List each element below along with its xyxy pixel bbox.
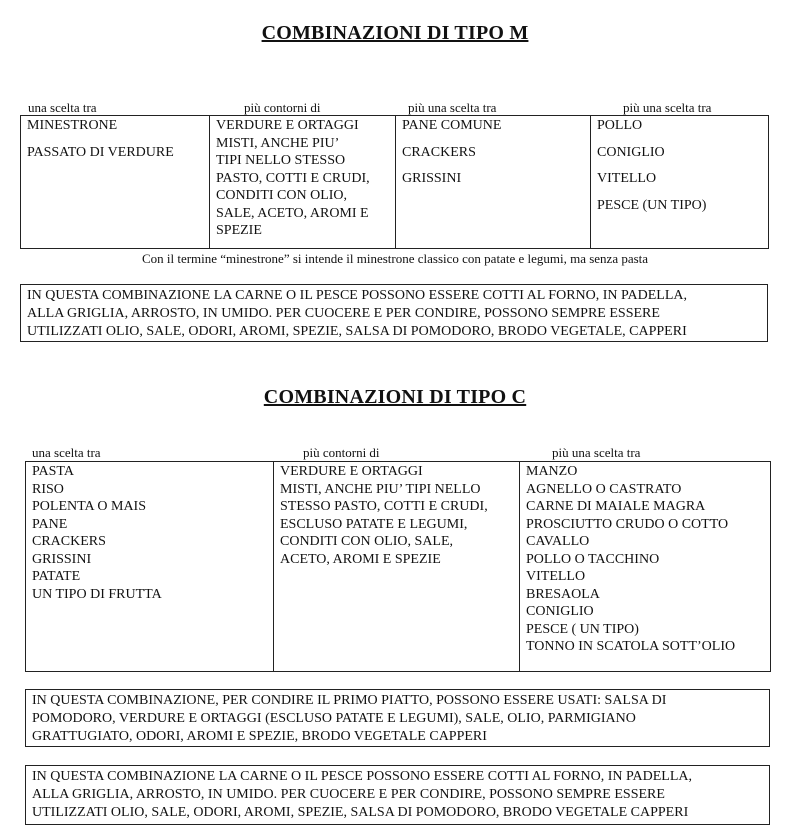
list-item: CRACKERS bbox=[32, 534, 106, 549]
list-item: ACETO, AROMI E SPEZIE bbox=[280, 551, 441, 567]
list-item: MISTI, ANCHE PIU’ TIPI NELLO bbox=[280, 481, 481, 497]
section-c-title: COMBINAZIONI DI TIPO C bbox=[263, 386, 527, 408]
list-item: PASSATO DI VERDURE bbox=[27, 144, 174, 160]
list-item: TONNO IN SCATOLA SOTT’OLIO bbox=[526, 639, 736, 654]
box-line: IN QUESTA COMBINAZIONE LA CARNE O IL PESCE POSSONO ESSERE COTTI AL FORNO, IN PADELLA, bbox=[32, 769, 693, 784]
list-item: GRISSINI bbox=[32, 551, 92, 567]
section-m-title: COMBINAZIONI DI TIPO M bbox=[261, 22, 529, 44]
m-col2-cell bbox=[210, 116, 396, 249]
list-item: POLENTA O MAIS bbox=[32, 499, 146, 514]
header-col2: più contorni di bbox=[303, 445, 380, 460]
list-item: PANE bbox=[32, 516, 68, 532]
list-item: CONDITI CON OLIO, SALE, bbox=[280, 534, 454, 549]
c-col2-cell bbox=[274, 462, 520, 672]
header-col4: più una scelta tra bbox=[623, 100, 712, 115]
box-line: ALLA GRIGLIA, ARROSTO, IN UMIDO. PER CUOCERE E PER CONDIRE, POSSONO SEMPRE ESSERE bbox=[27, 306, 660, 321]
list-item: TIPI NELLO STESSO bbox=[216, 153, 346, 168]
list-item: ESCLUSO PATATE E LEGUMI, bbox=[280, 516, 468, 532]
c-seasoning-info-box bbox=[25, 689, 770, 747]
list-item: BRESAOLA bbox=[526, 586, 600, 602]
list-item: SPEZIE bbox=[216, 223, 262, 238]
list-item: CAVALLO bbox=[526, 534, 590, 549]
list-item: PESCE (UN TIPO) bbox=[597, 197, 707, 213]
combination-c-table bbox=[25, 461, 771, 672]
list-item: CARNE DI MAIALE MAGRA bbox=[526, 499, 706, 514]
m-cooking-info-box bbox=[20, 284, 768, 342]
list-item: VITELLO bbox=[597, 171, 657, 186]
list-item: CONIGLIO bbox=[526, 604, 594, 619]
list-item: CONDITI CON OLIO, bbox=[216, 188, 348, 203]
list-item: UN TIPO DI FRUTTA bbox=[32, 586, 162, 602]
m-col4-cell bbox=[591, 116, 769, 249]
list-item: RISO bbox=[32, 481, 64, 497]
minestrone-note: Con il termine “minestrone” si intende il minestrone classico con patate e legumi, ma senza pasta bbox=[141, 251, 649, 266]
header-col1: una scelta tra bbox=[32, 445, 101, 460]
box-line: IN QUESTA COMBINAZIONE LA CARNE O IL PESCE POSSONO ESSERE COTTI AL FORNO, IN PADELLA, bbox=[27, 288, 688, 303]
box-line: UTILIZZATI OLIO, SALE, ODORI, AROMI, SPEZIE, SALSA DI POMODORO, BRODO VEGETALE CAPPERI bbox=[32, 805, 689, 820]
list-item: STESSO PASTO, COTTI E CRUDI, bbox=[280, 499, 488, 514]
list-item: VERDURE E ORTAGGI bbox=[216, 118, 359, 133]
box-line: POMODORO, VERDURE E ORTAGGI (ESCLUSO PATATE E LEGUMI), SALE, OLIO, PARMIGIANO bbox=[32, 711, 636, 726]
box-line: UTILIZZATI OLIO, SALE, ODORI, AROMI, SPEZIE, SALSA DI POMODORO, BRODO VEGETALE, CAPPERI bbox=[27, 324, 687, 339]
list-item: PROSCIUTTO CRUDO O COTTO bbox=[526, 516, 729, 532]
header-col3: più una scelta tra bbox=[408, 100, 497, 115]
list-item: PASTA bbox=[32, 464, 74, 479]
list-item: AGNELLO O CASTRATO bbox=[526, 481, 682, 497]
list-item: POLLO bbox=[597, 118, 643, 133]
list-item: PESCE ( UN TIPO) bbox=[526, 621, 639, 637]
c-col3-cell bbox=[520, 462, 771, 672]
m-col1-cell bbox=[21, 116, 210, 249]
c-col1-cell bbox=[26, 462, 274, 672]
list-item: CRACKERS bbox=[402, 144, 476, 160]
list-item: MINESTRONE bbox=[27, 118, 118, 133]
box-line: ALLA GRIGLIA, ARROSTO, IN UMIDO. PER CUOCERE E PER CONDIRE, POSSONO SEMPRE ESSERE bbox=[32, 787, 665, 802]
list-item: PASTO, COTTI E CRUDI, bbox=[216, 170, 370, 186]
list-item: VERDURE E ORTAGGI bbox=[280, 464, 423, 479]
list-item: SALE, ACETO, AROMI E bbox=[216, 205, 369, 221]
list-item: VITELLO bbox=[526, 569, 586, 584]
box-line: GRATTUGIATO, ODORI, AROMI E SPEZIE, BRODO VEGETALE CAPPERI bbox=[32, 729, 487, 744]
combination-m-table bbox=[20, 115, 769, 249]
list-item: MANZO bbox=[526, 464, 578, 479]
list-item: MISTI, ANCHE PIU’ bbox=[216, 135, 340, 151]
m-col3-cell bbox=[396, 116, 591, 249]
list-item: POLLO O TACCHINO bbox=[526, 551, 660, 567]
c-cooking-info-box bbox=[25, 765, 770, 825]
list-item: PATATE bbox=[32, 569, 81, 584]
box-line: IN QUESTA COMBINAZIONE, PER CONDIRE IL PRIMO PIATTO, POSSONO ESSERE USATI: SALSA DI bbox=[32, 693, 667, 708]
header-col3: più una scelta tra bbox=[552, 445, 641, 460]
list-item: GRISSINI bbox=[402, 171, 462, 186]
header-col2: più contorni di bbox=[244, 100, 321, 115]
list-item: PANE COMUNE bbox=[402, 118, 502, 133]
list-item: CONIGLIO bbox=[597, 144, 665, 160]
header-col1: una scelta tra bbox=[28, 100, 97, 115]
